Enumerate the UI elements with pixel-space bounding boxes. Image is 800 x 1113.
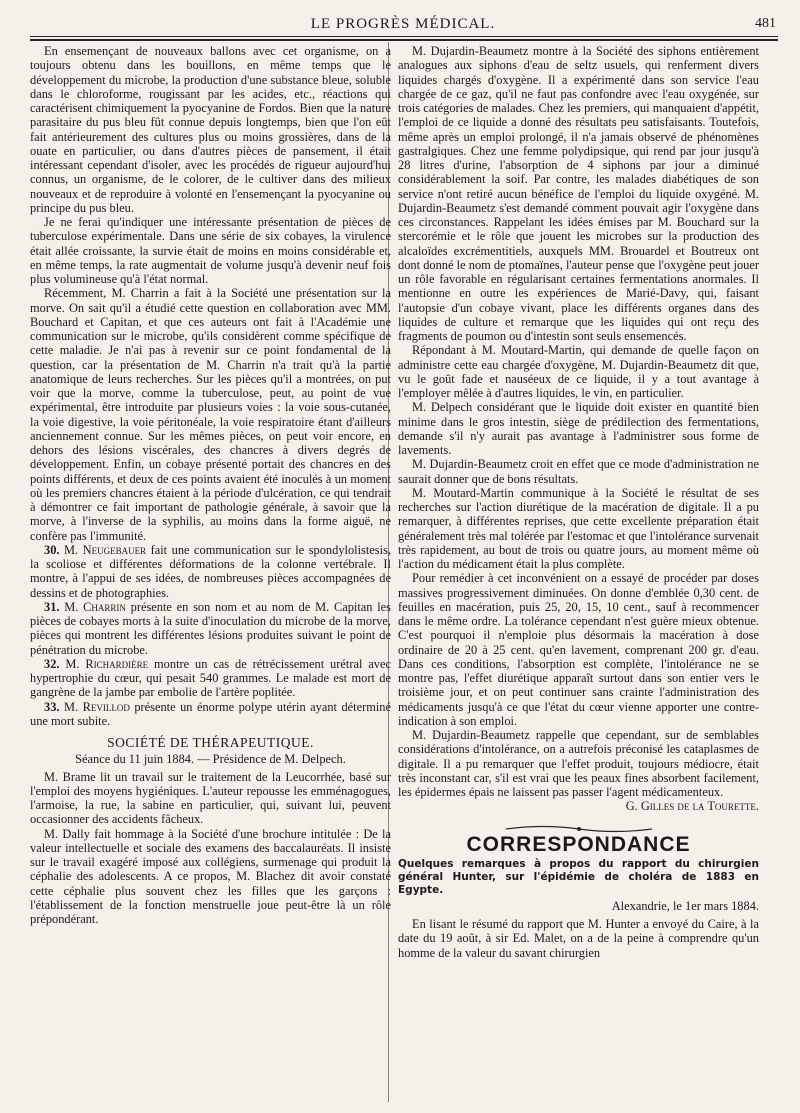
item-text: présente en son nom et au nom de M. Capitan les pièces de cobayes morts à la suite d'inoculation du microbe de la morve, pièces qui montrent les différentes lésions produites suivant le point de pénétration du microbe. — [30, 599, 391, 657]
left-column — [30, 44, 391, 926]
item-32 — [30, 657, 391, 700]
page-number: 481 — [755, 16, 776, 31]
item-number: 32. — [44, 656, 60, 671]
session-date: Séance du 11 juin 1884. — Présidence de M. Delpech. — [75, 752, 346, 767]
page-header — [30, 12, 776, 36]
paragraph: M. Dujardin-Beaumetz croit en effet que ce mode d'administration ne saurait donner que de bons résultats. — [398, 457, 759, 486]
ornament-divider — [504, 824, 654, 834]
item-30 — [30, 543, 391, 600]
signature: G. Gilles de la Tourette. — [625, 799, 759, 814]
author-name: M. Neugebauer — [64, 542, 147, 557]
section-title: SOCIÉTÉ DE THÉRAPEUTIQUE. — [107, 735, 314, 750]
paragraph: En lisant le résumé du rapport que M. Hunter a envoyé du Caire, à la date du 19 août, à sir Ed. Malet, on a de la peine à comprendre qu'un homme de la valeur du savant chirurgien — [398, 917, 759, 960]
item-31 — [30, 600, 391, 657]
paragraph: En ensemençant de nouveaux ballons avec cet organisme, on a toujours obtenu dans les bouillons, en même temps que le développement du microbe, la production d'une substance bleue, soluble dans le chloroforme, rougissant par les acides, etc., réactions qui caractérisent chimiquement la pyocyanine de Fordos. Bien que la nature parasitaire du pus bleu fût connue depuis longtemps, bien que l'on eût fait antérieurement des cultures plus ou moins grossières, dans de la ouate en particulier, ou dans d'autres pièces de pansement, il était intéressant cependant d'isoler, avec les procédés de rigueur aujourd'hui connus, un organisme, de le colorer, de le cultiver dans des milieux nouveaux et de reproduire à volonté en l'ensemençant la pyocyanine ou principe du pus bleu. — [30, 44, 391, 215]
paragraph: M. Moutard-Martin communique à la Société le résultat de ses recherches sur l'action diurétique de la macération de digitale. Il a pu remarquer, à différentes reprises, que cette excellente préparation était généralement très mal tolérée par l'estomac et que l'intolérance survenait très rapidement, au bout de trois ou quatre jours, au moment même où l'action du médicament était la plus complète. — [398, 485, 759, 571]
author-name: M. Revillod — [63, 699, 130, 714]
paragraph: M. Brame lit un travail sur le traitement de la Leucorrhée, basé sur l'emploi des moyens hygiéniques. L'auteur repousse les emménagogues, l'armoise, la rue, la sabine en particulier, qui, suivant lui, peuvent occasionner des accidents fâcheux. — [30, 769, 391, 827]
item-number: 30. — [44, 542, 60, 557]
item-text: montre un cas de rétrécissement urétral avec hypertrophie du cœur, qui pesait 540 grammes. Le malade est mort de gangrène de la jambe par embolie de l'artère poplitée. — [30, 656, 391, 700]
paragraph: Répondant à M. Moutard-Martin, qui demande de quelle façon on administre cette eau chargée d'oxygène, M. Dujardin-Beaumetz dit que, vu le goût fade et nauséeux de ce liquide, il y a tout avantage à l'employer mêlée à d'autres liquides, le vin, en particulier. — [398, 343, 759, 400]
item-text: fait une communication sur le spondylolistesis, la scoliose et différentes déformations de la colonne vertébrale. Il montre, à l'appui de ses idées, de nombreuses pièces accompagnées de dessins et de photographies. — [30, 542, 391, 600]
paragraph: M. Dujardin-Beaumetz montre à la Société des siphons entièrement analogues aux siphons d'eau de seltz usuels, qui renferment divers liquides chargés d'oxygène. Il a expérimenté dans son service l'eau chargée de ce gaz, qu'il ne faut pas confondre avec l'eau oxygénée, sur trois catégories de malades. Chez les premiers, qui manquaient d'appétit, l'emploi de ce liquide a donné des résultats peu satisfaisants. Toutefois, même après un emploi prolongé, il n'a jamais observé de phénomènes gastralgiques. Chez une femme polydipsique, qui rend par jour jusqu'à 28 litres d'urine, l'absorption de 4 siphons par jour a diminué considérablement la soif. Par contre, les malades diabétiques de son service n'ont retiré aucun bénéfice de l'emploi du liquide oxygéné. M. Dujardin-Beaumetz s'est demandé comment pouvait agir l'oxygène dans ces circonstances. Rappelant les idées émises par M. Bouchard sur la stercorémie et le rôle que jouent les microbes sur la production des alcaloïdes excrémentitiels, auxquels MM. Brouardel et Boutreux ont dont donné le nom de ptomaïnes, l'auteur pense que l'oxygène peut jouer un rôle favorable en régularisant certaines fermentations anormales. Il mentionne en outre les expériences de Marié-Davy, qui, faisant l'autopsie d'un cobaye vivant, place les différents organes dans des liquides de culture et remarque que les liquides qui ont reçu des fragments de poumon ou d'intestin sont seuls ensemencés. — [398, 44, 759, 343]
journal-title: LE PROGRÈS MÉDICAL. — [310, 16, 496, 32]
correspondance-title: CORRESPONDANCE — [466, 832, 691, 856]
right-column — [398, 44, 759, 960]
author-name: M. Charrin — [64, 599, 126, 614]
author-name: M. Richardière — [65, 656, 149, 671]
paragraph: M. Delpech considérant que le liquide doit exister en quantité bien minime dans le gros intestin, siège de prédilection des fermentations, demande s'il n'y aurait pas avantage à l'administrer sous forme de lavements. — [398, 400, 759, 457]
dateline: Alexandrie, le 1er mars 1884. — [611, 898, 759, 913]
item-number: 31. — [44, 599, 60, 614]
paragraph: Pour remédier à cet inconvénient on a essayé de procéder par doses massives progressivement diminuées. On donne d'emblée 0,30 cent. de feuilles en macération, puis 25, 20, 15, 10 cent., sauf à recommencer dans le même ordre. La tolérance cependant n'est guère mieux obtenue. C'est pourquoi il n'emploie plus désormais la macération à dose ordinaire de 20 à 25 cent. qu'en lavement, comprenant 200 gr. d'eau. Dans ces conditions, l'absorption est complète, l'intolérance ne se montre pas, l'effet diurétique apparaît surtout dans son entier vers le troisième jour, et on peut continuer sans crainte l'administration des médicaments jusqu'à ce que l'état du cœur vienne apporter une contre-indication à son emploi. — [398, 571, 759, 728]
paragraph: Récemment, M. Charrin a fait à la Société une présentation sur la morve. On sait qu'il a étudié cette question en collaboration avec MM. Bouchard et Capitan, et que ces auteurs ont fait à l'Académie une communication sur le microbe, qu'ils considèrent comme spécifique de cette maladie. Je n'ai pas à revenir sur ce point fondamental de la question, car la présentation de M. Charrin n'a trait qu'à la partie anatomique de leurs recherches. Sur les pièces qu'il a montrées, on put voir que la morve, comme la tuberculose, peut, au point de vue expérimental, être introduite par plusieurs voies : la voie sous-cutanée, la voie digestive, la voie péritonéale, la voie respiratoire étant d'ailleurs anciennement connue. Sur les mêmes pièces, on peut voir encore, en dehors des lésions viscérales, des chancres à divers degrés de développement. Enfin, un cobaye présenté portait des chancres en des points différents, et deux de ces points avaient été inoculés à un moment où les premiers chancres étaient à la période d'ulcération, ce qui tendrait à démontrer ce fait important de pathologie générale, à savoir que la morve, à l'inverse de la syphilis, au moins dans la forme aiguë, ne confère pas l'immunité. — [30, 286, 391, 543]
header-rule-top — [30, 36, 778, 37]
paragraph: M. Dally fait hommage à la Société d'une brochure intitulée : De la valeur intellectuelle et sociale des examens des baccalauréats. Il insiste sur le travail exagéré imposé aux collégiens, surmenage qui produit la céphalie des adolescents. A ce propos, M. Blachez dit avoir constaté cette céphalie plus souvent chez les filles que les garçons : l'établissement de la fonction menstruelle joue peut-être là un rôle prépondérant. — [30, 826, 391, 926]
item-33 — [30, 700, 391, 729]
header-rule-bottom — [30, 39, 778, 41]
paragraph: Je ne ferai qu'indiquer une intéressante présentation de pièces de tuberculose expérimentale. Dans une série de six cobayes, la virulence était allée croissante, la survie était de moins en moins considérable et, en même temps, la rate augmentait de volume jusqu'à devenir neuf fois plus volumineuse qu'à l'état normal. — [30, 215, 391, 286]
correspondance-subtitle: Quelques remarques à propos du rapport du chirurgien général Hunter, sur l'épidémie de choléra de 1883 en Egypte. — [398, 857, 759, 896]
item-number: 33. — [44, 699, 60, 714]
paragraph: M. Dujardin-Beaumetz rappelle que cependant, sur de semblables considérations d'intolérance, on a autrefois préconisé les cataplasmes de digitale. Il a pu remarquer que l'effet produit, toujours médiocre, était très inconstant car, s'il est vrai que les peaux fines absorbent facilement, les épidermes épais ne laissent pas passer l'agent médicamenteux. — [398, 728, 759, 799]
item-text: présente un énorme polype utérin ayant déterminé une mort subite. — [30, 699, 392, 728]
